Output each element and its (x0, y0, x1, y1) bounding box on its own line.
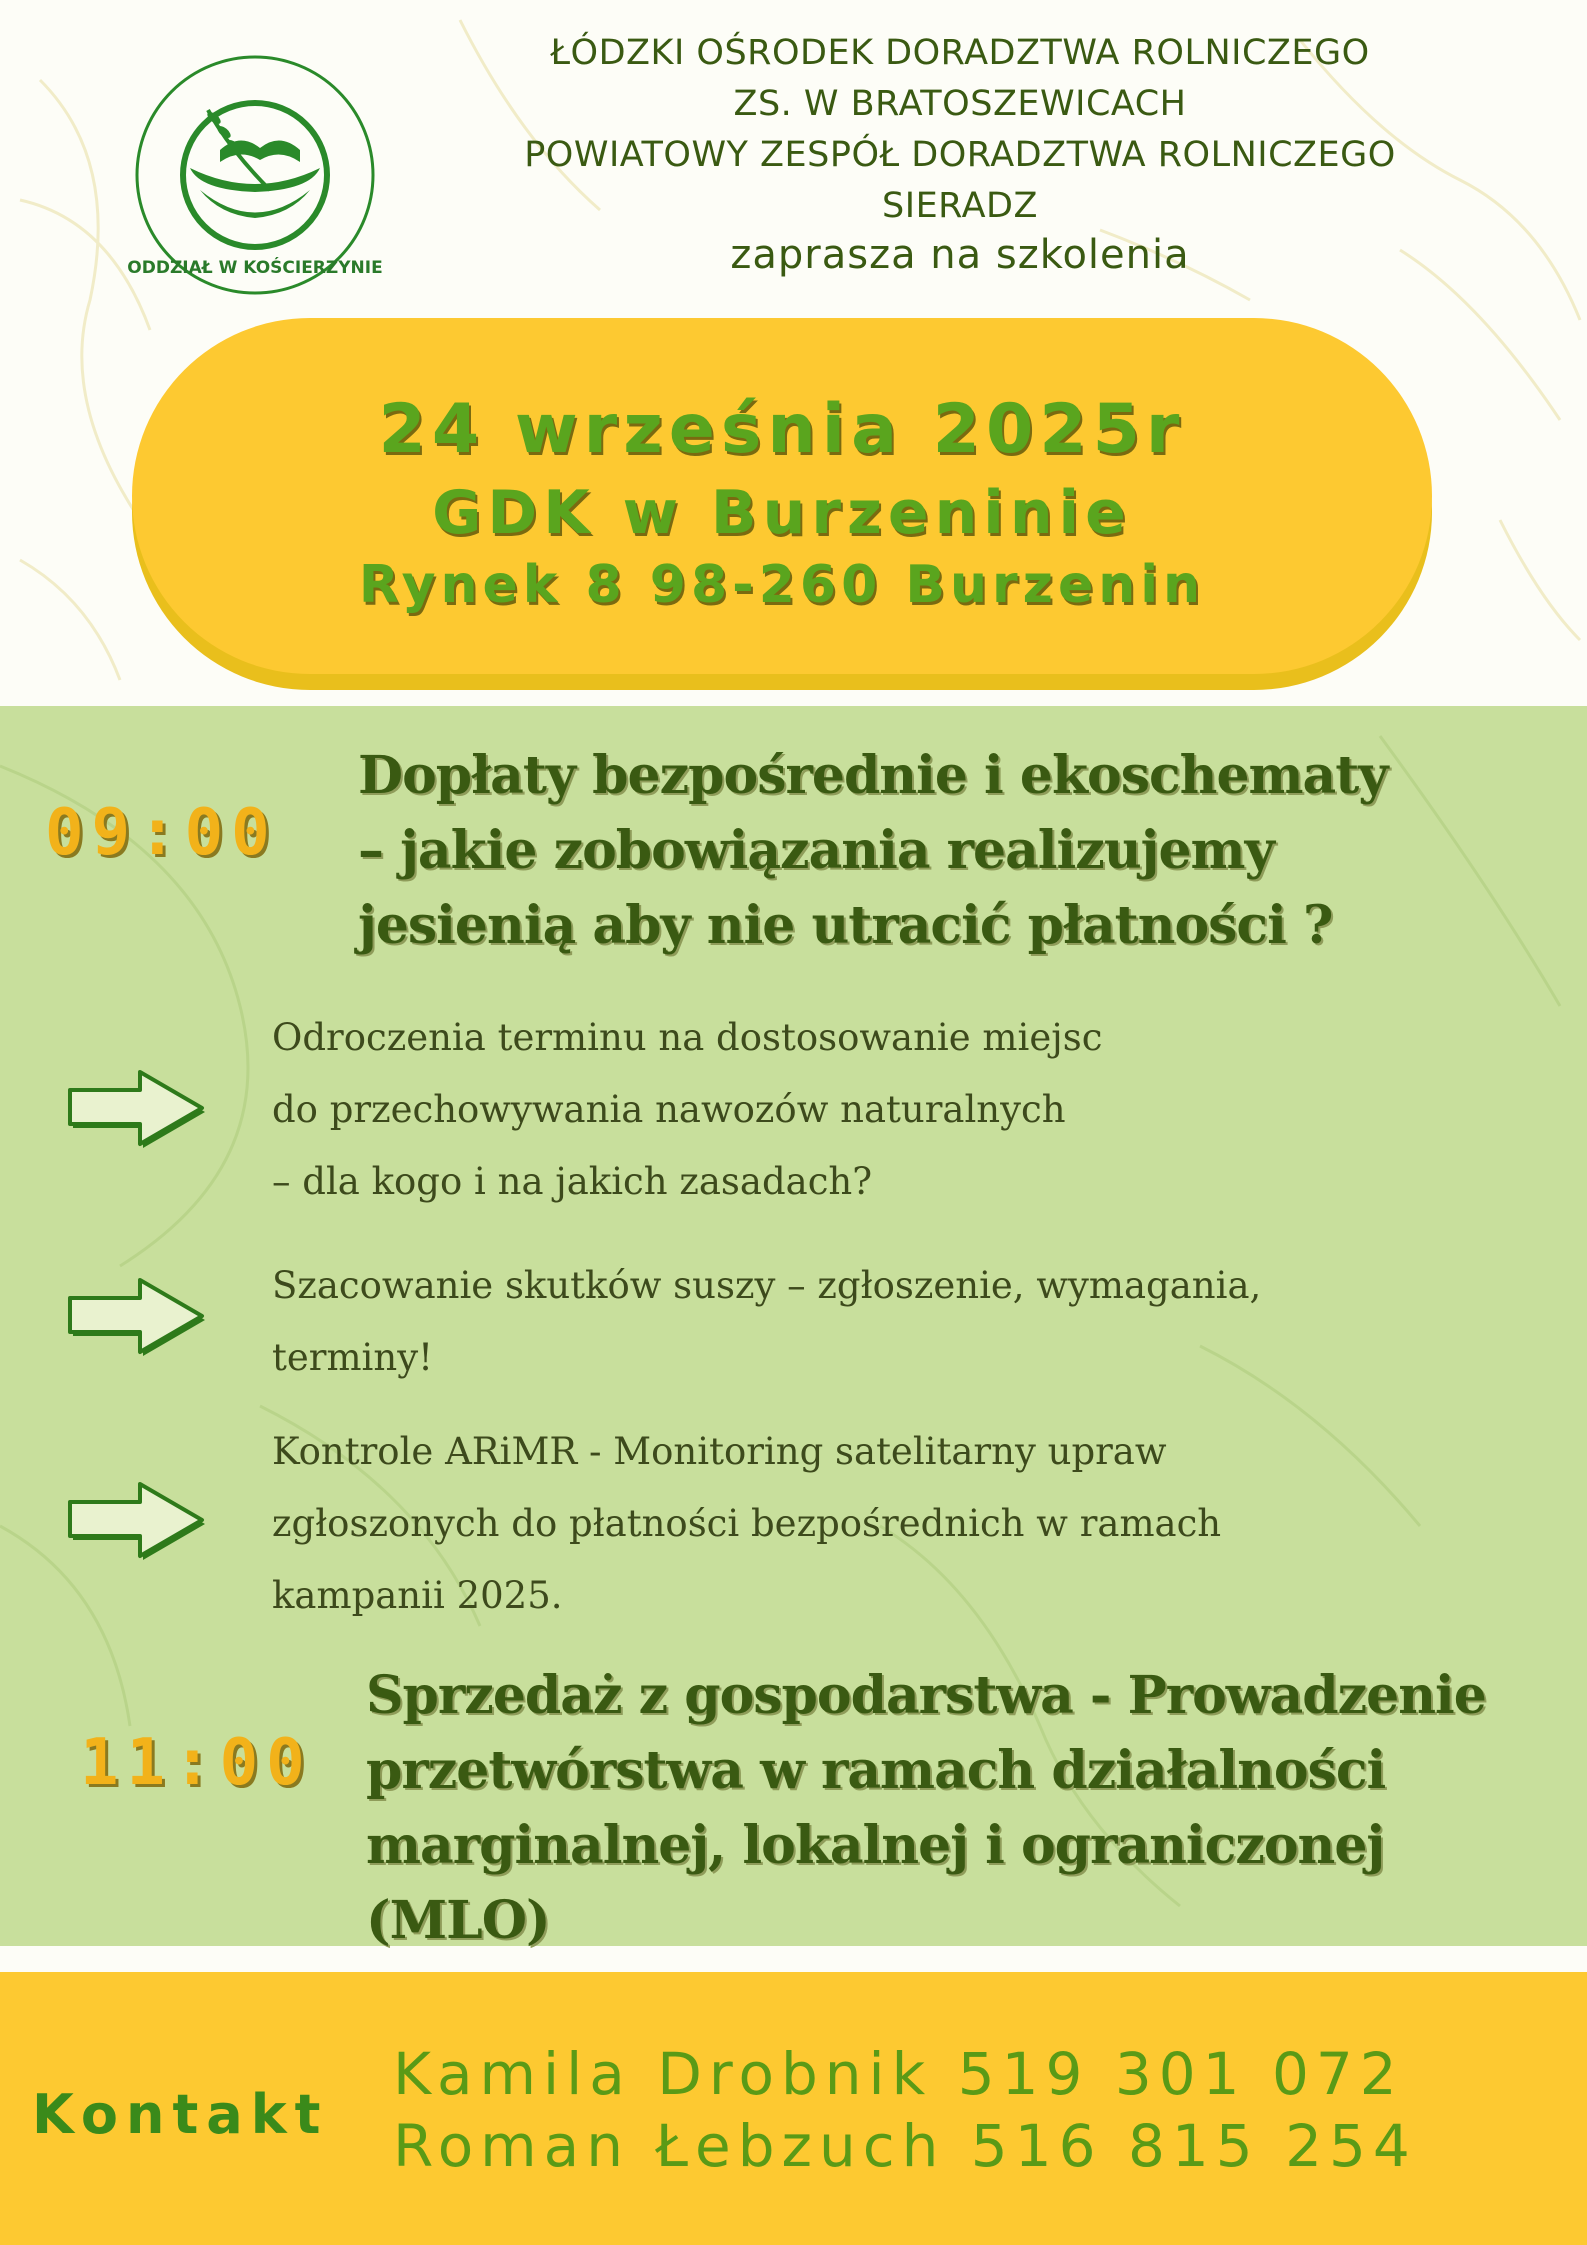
event-address: Rynek 8 98-260 Burzenin (358, 555, 1206, 615)
bullet-item (272, 1250, 1432, 1394)
organization-header (430, 28, 1490, 232)
bullet-line: – dla kogo i na jakich zasadach? (272, 1160, 873, 1203)
arrow-right-icon (62, 1472, 212, 1562)
org-line: ZS. W BRATOSZEWICACH (733, 84, 1187, 124)
event-date: 24 września 2025r (378, 390, 1186, 469)
bullet-item (272, 1416, 1432, 1632)
session2-title (366, 1658, 1566, 1958)
bullet-item (272, 1002, 1432, 1218)
session1-title-line: jesienią aby nie utracić płatności ? (358, 895, 1333, 956)
session1-title-line: Dopłaty bezpośrednie i ekoschematy (358, 745, 1388, 806)
contact-label: Kontakt (32, 2083, 329, 2146)
session1-title-line: – jakie zobowiązania realizujemy (358, 820, 1274, 881)
bullet-line: Szacowanie skutków suszy – zgłoszenie, wymagania, (272, 1264, 1262, 1307)
bullet-line: zgłoszonych do płatności bezpośrednich w ramach (272, 1502, 1222, 1545)
session1-time: 09:00 (45, 796, 278, 870)
bullet-line: Odroczenia terminu na dostosowanie miejsc (272, 1016, 1103, 1059)
session1-title (358, 738, 1558, 963)
contact-person: Roman Łebzuch 516 815 254 (393, 2112, 1417, 2180)
bullet-line: terminy! (272, 1336, 433, 1379)
bullet-line: kampanii 2025. (272, 1574, 563, 1617)
org-line: ŁÓDZKI OŚRODEK DORADZTWA ROLNICZEGO (550, 33, 1370, 73)
contact-person: Kamila Drobnik 519 301 072 (393, 2040, 1404, 2108)
arrow-right-icon (62, 1060, 212, 1150)
logo-caption: ODDZIAŁ W KOŚCIERZYNIE (127, 258, 383, 278)
session2-title-line: przetwórstwa w ramach działalności (366, 1740, 1386, 1801)
bullet-line: do przechowywania nawozów naturalnych (272, 1088, 1066, 1131)
invite-text: zaprasza na szkolenia (730, 232, 1190, 278)
event-venue: GDK w Burzeninie (432, 478, 1132, 548)
session2-time: 11:00 (80, 1726, 313, 1800)
bullet-line: Kontrole ARiMR - Monitoring satelitarny upraw (272, 1430, 1167, 1473)
org-line: SIERADZ (882, 186, 1038, 226)
org-line: POWIATOWY ZESPÓŁ DORADZTWA ROLNICZEGO (524, 135, 1396, 175)
arrow-right-icon (62, 1268, 212, 1358)
session2-title-line: marginalnej, lokalnej i ograniczonej (MLO) (366, 1815, 1385, 1951)
session2-title-line: Sprzedaż z gospodarstwa - Prowadzenie (366, 1665, 1486, 1726)
